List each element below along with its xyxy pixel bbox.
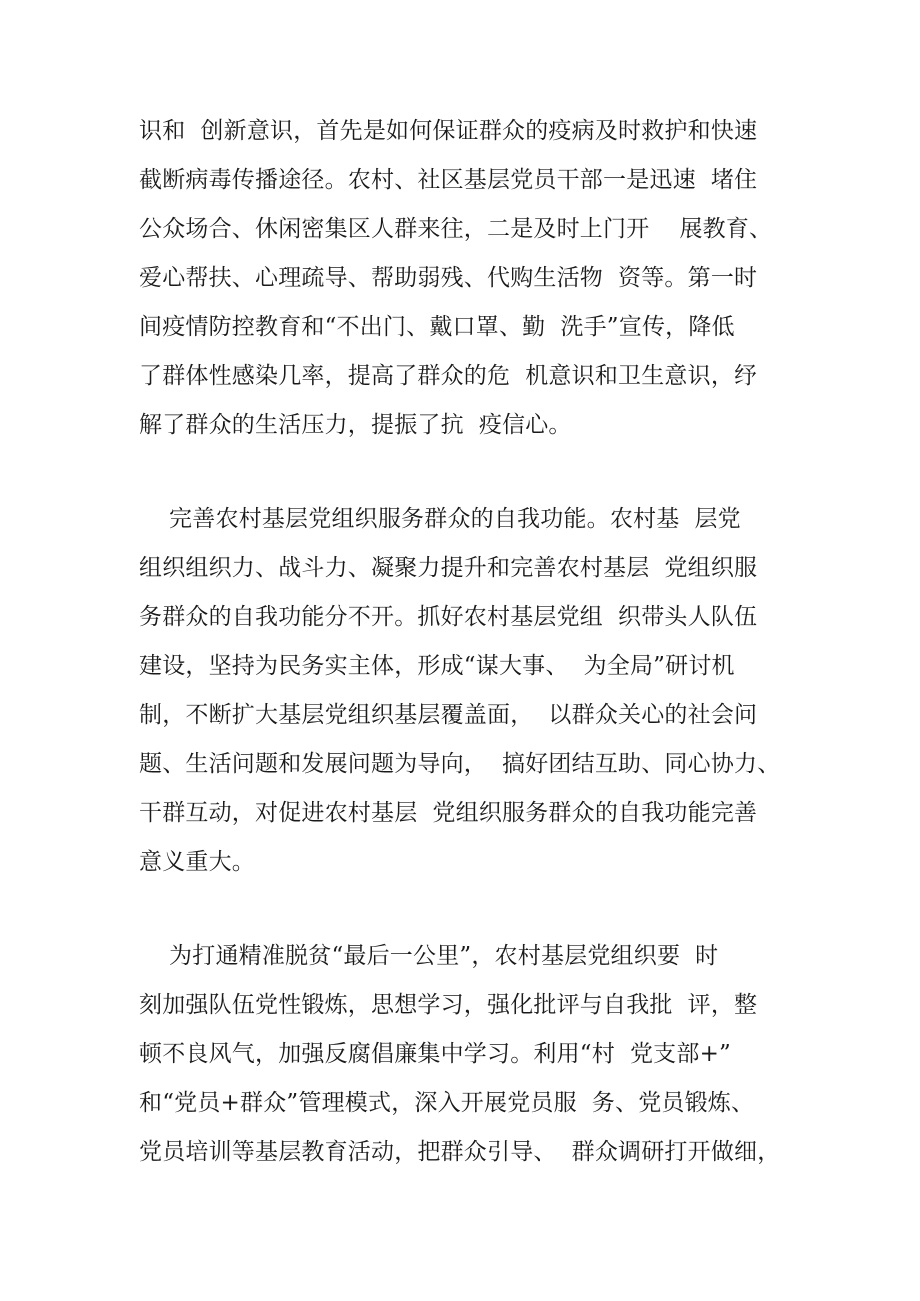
paragraph-3-line-3: 顿不良风气，加强反腐倡廉集中学习。利用“村 党支部+” — [139, 1041, 732, 1067]
paragraph-1-line-2: 截断病毒传播途径。农村、社区基层党员干部一是迅速 堵住 — [139, 167, 758, 193]
paragraph-2-line-4: 建设，坚持为民务实主体，形成“谋大事、 为全局”研讨机 — [139, 653, 735, 679]
paragraph-1-line-3: 公众场合、休闲密集区人群来往，二是及时上门开 展教育、 — [139, 216, 773, 242]
paragraph-1-line-1: 识和 创新意识，首先是如何保证群众的疫病及时救护和快速 — [139, 118, 758, 144]
paragraph-3-line-5: 党员培训等基层教育活动，把群众引导、 群众调研打开做细， — [139, 1139, 781, 1165]
paragraph-1-line-5: 间疫情防控教育和“不出门、戴口罩、勤 洗手”宣传，降低 — [139, 314, 735, 340]
paragraph-3-line-2: 刻加强队伍党性锻炼，思想学习，强化批评与自我批 评，整 — [139, 992, 758, 1018]
paragraph-2-line-8: 意义重大。 — [139, 849, 255, 875]
paragraph-2-line-7: 干群互动，对促进农村基层 党组织服务群众的自我功能完善 — [139, 800, 758, 826]
paragraph-2-line-5: 制，不断扩大基层党组织基层覆盖面， 以群众关心的社会问 — [139, 702, 758, 728]
paragraph-1-line-7: 解了群众的生活压力，提振了抗 疫信心。 — [139, 412, 572, 438]
paragraph-3-line-1: 为打通精准脱贫“最后一公里”，农村基层党组织要 时 — [139, 943, 719, 969]
paragraph-2-line-1: 完善农村基层党组织服务群众的自我功能。农村基 层党 — [139, 506, 741, 532]
paragraph-2-line-2: 组织组织力、战斗力、凝聚力提升和完善农村基层 党组织服 — [139, 555, 758, 581]
paragraph-1-line-6: 了群体性感染几率，提高了群众的危 机意识和卫生意识，纾 — [139, 363, 758, 389]
paragraph-1-line-4: 爱心帮扶、心理疏导、帮助弱残、代购生活物 资等。第一时 — [139, 265, 758, 291]
paragraph-2-line-6: 题、生活问题和发展问题为导向， 搞好团结互助、同心协力、 — [139, 751, 781, 777]
paragraph-2-line-3: 务群众的自我功能分不开。抓好农村基层党组 织带头人队伍 — [139, 604, 758, 630]
paragraph-3-line-4: 和“党员+群众”管理模式，深入开展党员服 务、党员锻炼、 — [139, 1090, 755, 1116]
